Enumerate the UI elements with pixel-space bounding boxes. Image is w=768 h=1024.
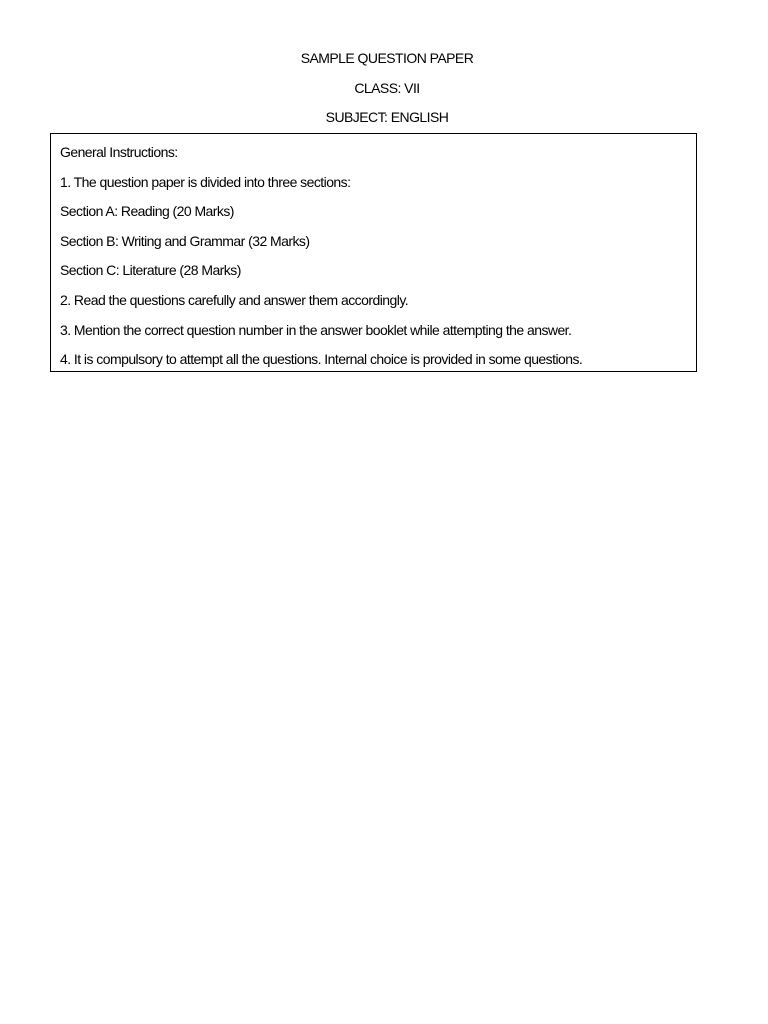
instruction-item-section-c: Section C: Literature (28 Marks) — [60, 262, 241, 279]
instructions-content — [60, 138, 582, 375]
instruction-item-read-carefully: 2. Read the questions carefully and answer them accordingly. — [60, 291, 409, 308]
subject-line: SUBJECT: ENGLISH — [325, 109, 449, 125]
instruction-item-section-a: Section A: Reading (20 Marks) — [60, 203, 234, 220]
instruction-item-sections: 1. The question paper is divided into three sections: — [60, 173, 351, 190]
instruction-item-compulsory: 4. It is compulsory to attempt all the questions. Internal choice is provided in some questions. — [60, 351, 583, 368]
class-line: CLASS: VII — [354, 79, 420, 96]
instruction-item-section-b: Section B: Writing and Grammar (32 Marks) — [60, 232, 310, 249]
paper-header — [0, 44, 768, 133]
instructions-heading: General Instructions: — [60, 144, 178, 160]
general-instructions-box — [50, 133, 697, 372]
instruction-item-question-number: 3. Mention the correct question number in the answer booklet while attempting the answer. — [60, 321, 572, 338]
paper-title: SAMPLE QUESTION PAPER — [300, 50, 474, 66]
